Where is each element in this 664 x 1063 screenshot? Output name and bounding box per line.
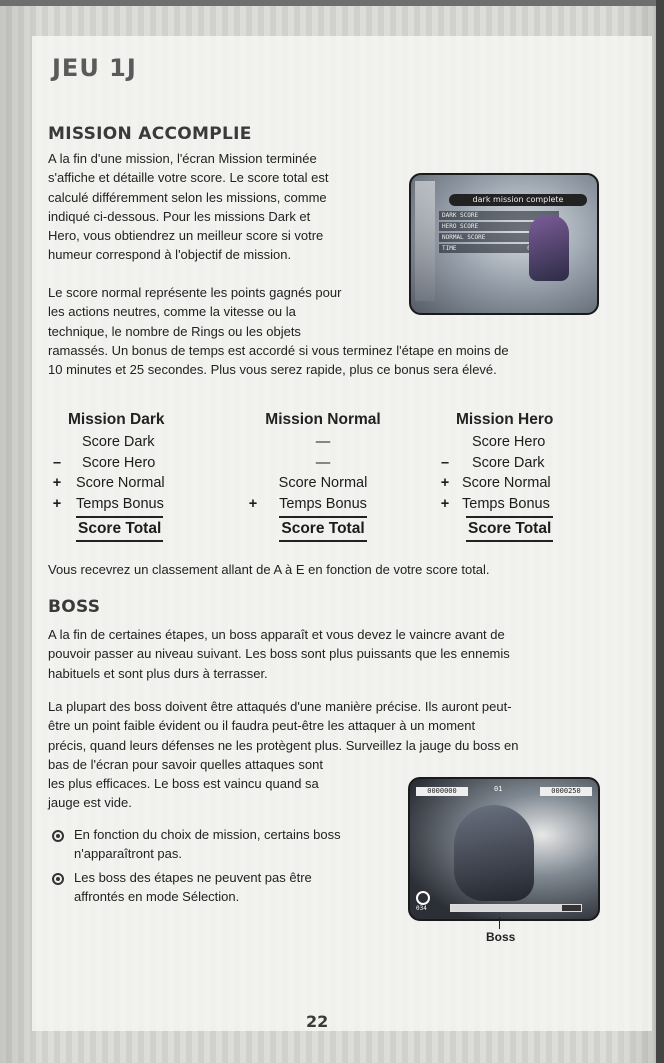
character-figure <box>529 215 569 281</box>
text-line: A la fin d'une mission, l'écran Mission terminée <box>48 151 317 166</box>
caption-pointer <box>499 917 500 929</box>
column-mission-normal <box>248 410 398 542</box>
formula-row: — <box>315 434 331 451</box>
text-line: Hero, vous obtiendrez un meilleur score si votre <box>48 228 324 244</box>
score-row: TIME <box>439 244 559 253</box>
text-line: A la fin de certaines étapes, un boss apparaît et vous devez le vaincre avant de <box>48 627 505 642</box>
text-line: En fonction du choix de mission, certains boss <box>74 827 341 842</box>
formula-row: + Temps Bonus <box>52 495 164 512</box>
text-line: bas de l'écran pour savoir quelles attaques sont <box>48 756 323 772</box>
score-total: Score Total <box>279 516 366 542</box>
text-line: calculé différemment selon les missions, comme <box>48 189 327 205</box>
top-border <box>0 0 664 6</box>
score-row: DARK SCORE <box>439 211 559 220</box>
boss-paragraph-1 <box>48 625 510 683</box>
boss-caption: Boss <box>486 930 516 944</box>
hud-timer: 01 <box>494 785 503 793</box>
text-line: les actions neutres, comme la vitesse ou la <box>48 304 296 320</box>
text-line: technique, le nombre de Rings ou les objets <box>48 323 301 339</box>
mission-paragraph-1 <box>48 149 328 265</box>
score-total: Score Total <box>466 516 553 542</box>
column-title: Mission Normal <box>265 411 381 428</box>
bullet-item <box>74 825 341 864</box>
formula-row: Score Hero <box>472 434 546 451</box>
text-line: précis, quand leurs défenses ne les protègent plus. Surveillez la jauge du boss en <box>48 737 519 753</box>
text-line: n'apparaîtront pas. <box>74 846 182 862</box>
text-line: s'affiche et détaille votre score. Le score total est <box>48 170 329 186</box>
text-line: humeur correspond à l'objectif de mission. <box>48 247 292 263</box>
hud-ring-count: 034 <box>416 905 427 912</box>
formula-row: Score Dark <box>82 434 155 451</box>
boss-gauge-fill <box>451 905 562 911</box>
boss-section-title: BOSS <box>48 597 101 617</box>
ring-icon <box>416 891 430 905</box>
screenshot-banner: dark mission complete <box>449 194 587 206</box>
hud-score-right: 0000250 <box>540 787 592 796</box>
mission-complete-screenshot <box>409 173 599 315</box>
formula-row: + Temps Bonus <box>248 495 367 512</box>
page-header: JEU 1J <box>52 54 137 82</box>
score-row: HERO SCORE <box>439 222 559 231</box>
bullet-icon <box>52 830 64 842</box>
text-line: affrontés en mode Sélection. <box>74 889 240 905</box>
column-title: Mission Hero <box>456 411 554 428</box>
score-total: Score Total <box>76 516 163 542</box>
ranking-text: Vous recevrez un classement allant de A à E en fonction de votre score total. <box>48 562 490 577</box>
text-line: Les boss des étapes ne peuvent pas être <box>74 870 312 885</box>
text-line: ramassés. Un bonus de temps est accordé si vous terminez l'étape en moins de <box>48 342 509 358</box>
boss-screenshot <box>408 777 600 921</box>
text-line: Le score normal représente les points gagnés pour <box>48 285 342 300</box>
formula-row: + Score Normal <box>440 475 551 492</box>
text-line: indiqué ci-dessous. Pour les missions Dark et <box>48 208 311 224</box>
boss-figure <box>454 805 534 901</box>
formula-row: – Score Hero <box>52 454 156 471</box>
bullet-item <box>74 868 312 907</box>
text-line: habituels et sont plus durs à terrasser. <box>48 665 268 681</box>
formula-row: + Temps Bonus <box>440 495 550 512</box>
formula-row: Score Normal <box>278 475 368 492</box>
bullet-icon <box>52 873 64 885</box>
page-number: 22 <box>306 1012 329 1031</box>
column-mission-dark <box>52 410 222 542</box>
text-line: les plus efficaces. Le boss est vaincu quand sa <box>48 776 319 792</box>
hud-score-left: 0000000 <box>416 787 468 796</box>
formula-row: + Score Normal <box>52 475 165 492</box>
text-line: jauge est vide. <box>48 795 132 811</box>
text-line: La plupart des boss doivent être attaqués d'une manière précise. Ils auront peut- <box>48 699 512 714</box>
screenshot-vertical-text <box>415 181 435 301</box>
formula-row: – Score Dark <box>440 454 545 471</box>
text-line: pouvoir passer au niveau suivant. Les boss sont plus puissants que les ennemis <box>48 646 510 662</box>
column-mission-hero <box>440 410 610 542</box>
formula-row: — <box>315 454 331 471</box>
score-row: NORMAL SCORE <box>439 233 559 242</box>
page-edge <box>656 0 664 1063</box>
mission-section-title: MISSION ACCOMPLIE <box>48 124 252 144</box>
text-line: 10 minutes et 25 secondes. Plus vous serez rapide, plus ce bonus sera élevé. <box>48 362 497 378</box>
column-title: Mission Dark <box>68 411 165 428</box>
text-line: être un point faible évident ou il faudra peut-être les attaquer à un moment <box>48 718 476 734</box>
boss-gauge <box>450 904 582 912</box>
